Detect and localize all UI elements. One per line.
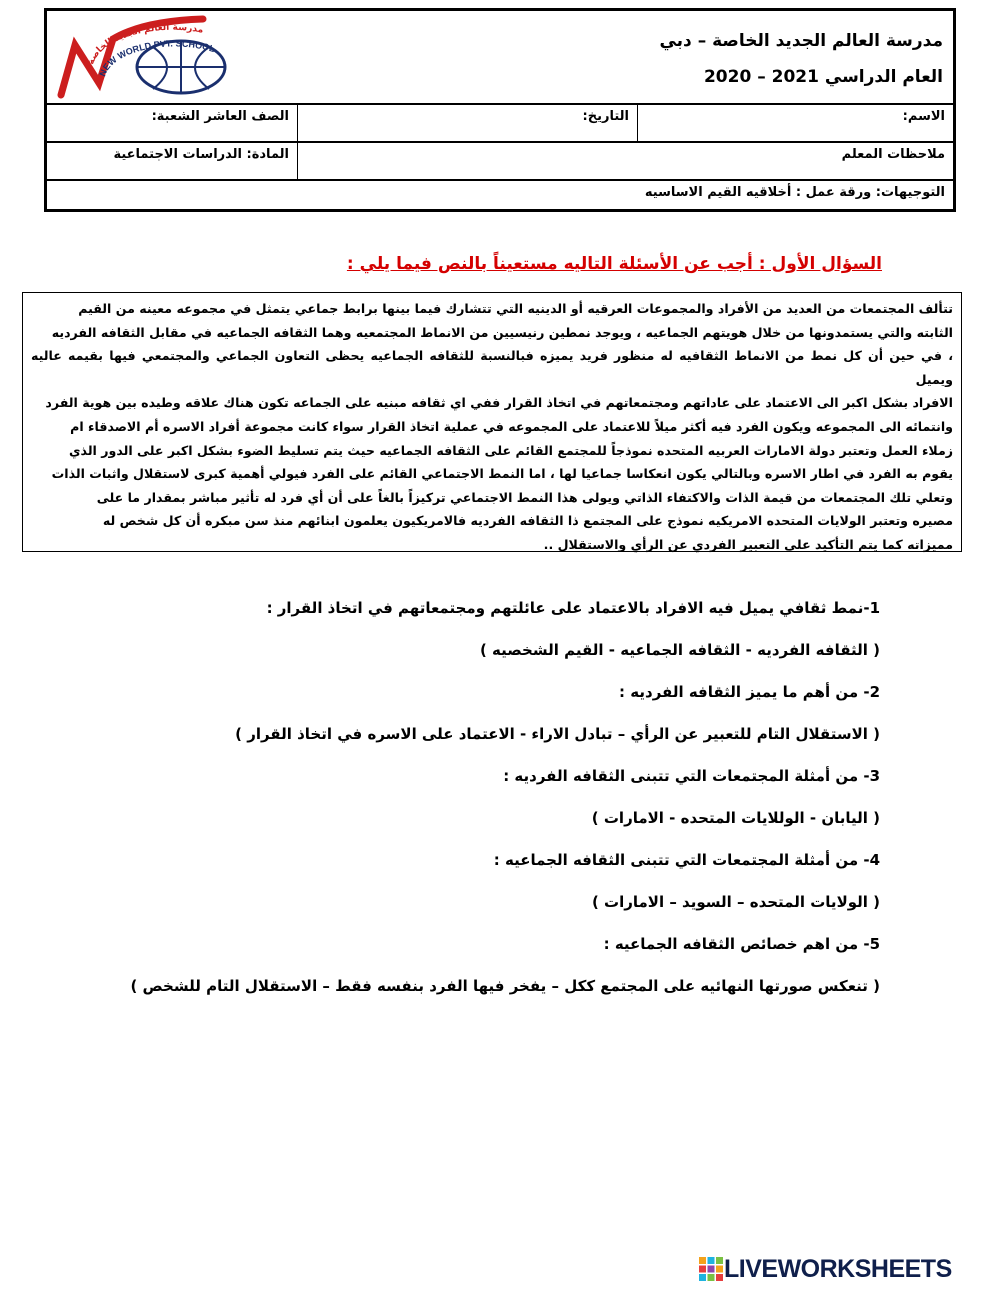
date-field[interactable]: التاريخ: <box>297 103 637 141</box>
passage-line: زملاء العمل وتعتبر دولة الامارات العربيه المتحده نموذجاً للمجتمع القائم على الثقافه الجماعيه حيث يتم تسليط الضوء بشكل اكبر على الدور الذي <box>69 442 953 458</box>
question-4: 4- من أمثلة المجتمعات التي تتبنى الثقافه الجماعيه : <box>493 851 880 869</box>
passage-line: الثابته والتي يستمدونها من خلال هويتهم الجماعيه ، ويوجد نمطين رنيسيين من الانماط المجتمعيه وهما الثقافه الجماعيه في مقابل الثقافه الفرديه <box>51 324 953 340</box>
grade-field[interactable]: الصف العاشر الشعبة: <box>151 109 289 124</box>
question-4-options[interactable]: ( الولايات المتحده – السويد – الامارات ) <box>591 893 880 911</box>
passage-line: ، في حين أن كل نمط من الانماط الثقافيه له منظور فريد يميزه فبالنسبة للثقافه الجماعيه يحظى التعاون الجماعي والمجتمعي فيها بقيمه عاليه ويميل <box>31 348 953 387</box>
school-year: العام الدراسي 2021 – 2020 <box>703 67 943 87</box>
question-2-options[interactable]: ( الاستقلال التام للتعبير عن الرأي – تبادل الاراء - الاعتماد على الاسره في اتخاذ القرار ) <box>235 725 880 743</box>
passage-line: تتألف المجتمعات من العديد من الأفراد والمجموعات العرقيه أو الدينيه التي تتشارك فيما بينها برابط جماعي يتمثل في مجموعه معينه من القيم <box>78 301 953 316</box>
passage-line: مميزاته كما يتم التأكيد على التعبير الفردي عن الرأي والاستقلال .. <box>543 536 953 552</box>
school-name: مدرسة العالم الجديد الخاصة – دبي <box>659 31 943 51</box>
question-title: السؤال الأول : أجب عن الأسئلة التاليه مستعيناً بالنص فيما يلي : <box>346 254 882 274</box>
passage-line: الافراد بشكل اكبر الى الاعتماد على عاداتهم ومجتمعاتهم في اتخاذ القرار ففي اي ثقافه مبنيه على الجماعه تكون هناك علاقه وطيده بين هوية الفرد <box>45 395 953 411</box>
header-top <box>47 11 953 105</box>
passage-line: مصيره وتعتبر الولايات المتحده الامريكيه نموذج على المجتمع ذا الثقافه الفرديه فالامريكيون يعلمون ابنائهم منذ سن مبكره أن كل شخص له <box>102 513 953 529</box>
info-row-1 <box>47 103 953 143</box>
teacher-notes-field[interactable]: ملاحظات المعلم <box>297 141 953 179</box>
logo-text-english: NEW WORLD PVT. SCHOOL <box>97 38 217 78</box>
liveworksheets-watermark <box>698 1254 994 1284</box>
instructions-field: التوجيهات: ورقة عمل : أخلاقيه القيم الاساسيه <box>644 185 945 200</box>
question-5-options[interactable]: ( تنعكس صورتها النهائيه على المجتمع ككل – يفخر فيها الفرد بنفسه فقط – الاستقلال التام للشخص ) <box>130 977 880 995</box>
question-1-options[interactable]: ( الثقافه الفرديه - الثقافه الجماعيه - القيم الشخصيه ) <box>479 641 880 659</box>
passage-line: وتعلي تلك المجتمعات من قيمة الذات والاكتفاء الذاتي ويولى هذا النمط الاجتماعي تركيزاً بالغاً على أن أي فرد له تأثير مباشر بمقدار ما على <box>96 489 953 505</box>
passage-line: وانتمائه الى المجموعه ويكون الفرد فيه أكثر ميلاً للاعتماد على المجموعه في عملية اتخاذ القرار سواء كانت مجموعة أفراد الاسره أم الاصدقاء ام <box>70 418 953 434</box>
question-1: 1-نمط ثقافي يميل فيه الافراد بالاعتماد على عائلتهم ومجتمعاتهم في اتخاذ القرار : <box>266 599 880 617</box>
subject-field: المادة: الدراسات الاجتماعية <box>113 147 289 162</box>
name-field[interactable]: الاسم: <box>637 103 953 141</box>
question-3-options[interactable]: ( اليابان - الوللايات المتحده - الامارات ) <box>591 809 880 827</box>
logo-text-arabic: مدرسة العالم الجديد الخاصة <box>86 22 205 67</box>
question-5: 5- من اهم خصائص الثقافه الجماعيه : <box>603 935 880 953</box>
passage-line: يقوم به الفرد في اطار الاسره وبالتالي يكون انعكاسا جماعيا لها ، اما النمط الاجتماعي القائم على الفرد فيولي أهمية كبرى لاستقلال واثبات الذات <box>51 466 953 482</box>
info-row-2 <box>47 141 953 181</box>
question-2: 2- من أهم ما يميز الثقافه الفرديه : <box>619 683 880 701</box>
question-3: 3- من أمثلة المجتمعات التي تتبنى الثقافه الفرديه : <box>503 767 880 785</box>
header-box <box>44 8 956 212</box>
school-logo <box>53 15 253 99</box>
info-row-3 <box>47 179 953 209</box>
reading-passage <box>22 292 962 552</box>
watermark-text: LIVEWORKSHEETS <box>724 1254 952 1283</box>
liveworksheets-logo-icon <box>698 1256 724 1282</box>
questions-list <box>40 596 880 1016</box>
